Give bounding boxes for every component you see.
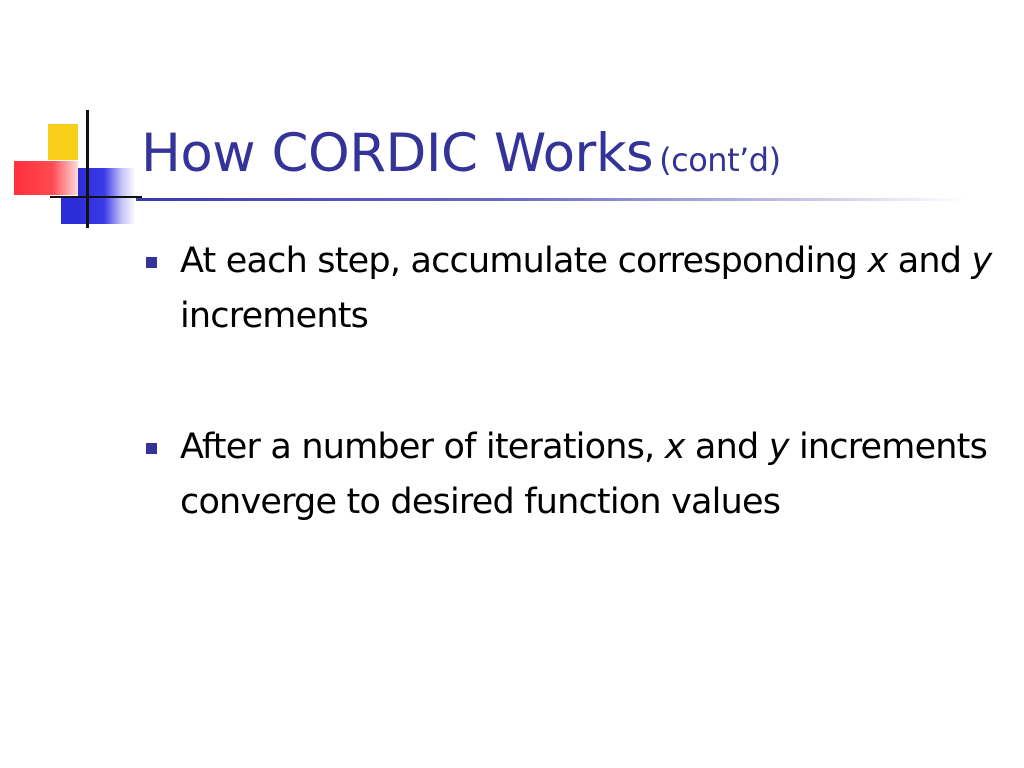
bullet-text: increments <box>180 296 369 336</box>
logo-red-square <box>14 161 78 195</box>
logo-vertical-line <box>86 110 89 228</box>
bullet-text: and <box>684 427 769 467</box>
slide-logo-graphic <box>0 0 150 240</box>
bullet-text: and <box>887 241 972 281</box>
title-underline <box>136 198 966 201</box>
bullet-text: At each step, accumulate corresponding <box>180 241 868 281</box>
logo-blue-block <box>61 196 78 224</box>
title-suffix: (cont’d) <box>659 141 781 179</box>
bullet-item <box>144 420 1014 530</box>
bullet-square-icon <box>146 257 157 268</box>
bullet-item <box>144 234 1014 344</box>
bullet-text: increments converge to desired function values <box>180 427 988 522</box>
bullet-square-icon <box>146 443 157 454</box>
variable-y: y <box>768 427 789 467</box>
logo-horizontal-line <box>50 196 142 198</box>
variable-x: x <box>664 427 685 467</box>
slide-title <box>141 120 781 194</box>
logo-yellow-square <box>48 124 78 160</box>
variable-y: y <box>971 241 992 281</box>
bullet-text: After a number of iterations, <box>180 427 665 467</box>
title-text: How CORDIC Works <box>141 123 654 184</box>
bullet-list <box>144 234 1014 606</box>
variable-x: x <box>867 241 888 281</box>
